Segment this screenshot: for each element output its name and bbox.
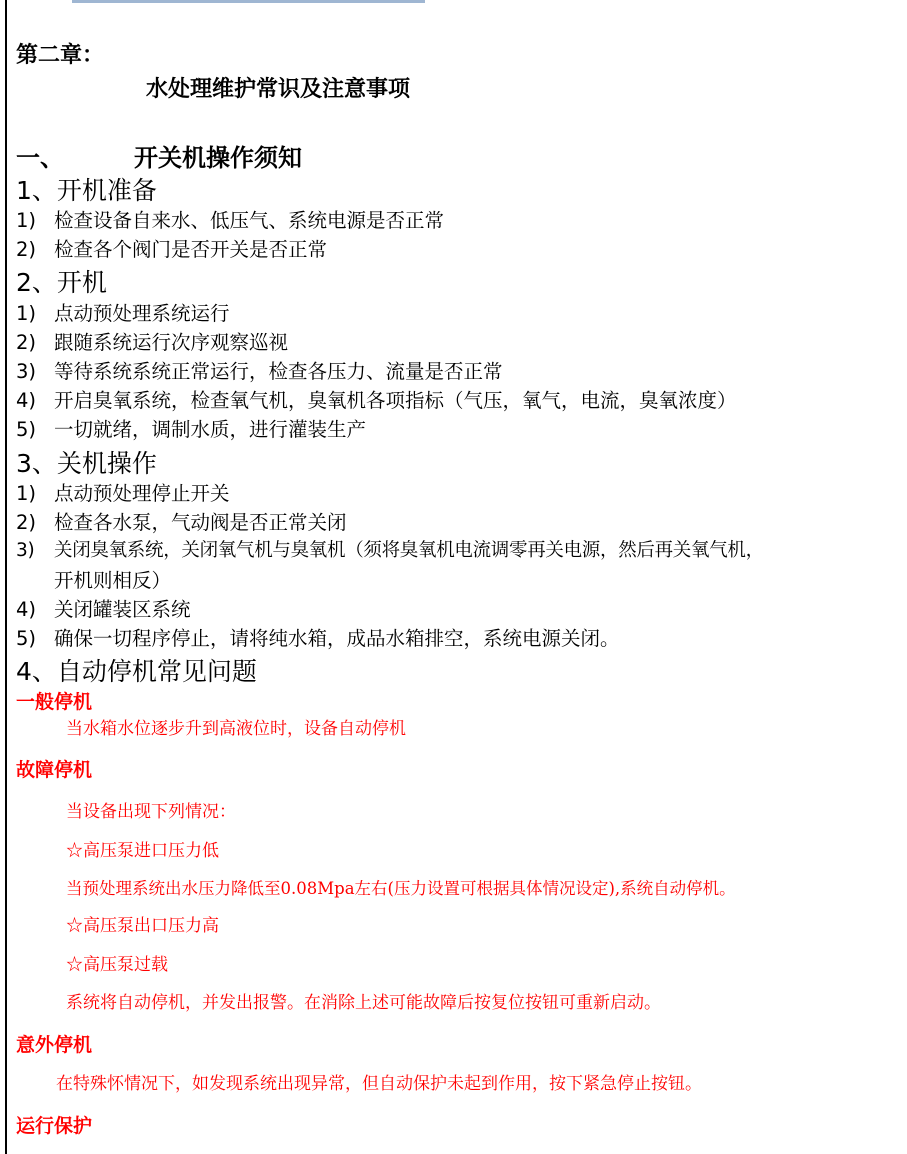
item-text-continuation: 开机则相反）: [54, 569, 172, 592]
item-text: 跟随系统运行次序观察巡视: [54, 331, 289, 354]
left-margin-rule: [5, 0, 7, 1154]
general-stop-text: 当水箱水位逐步升到高液位时，设备自动停机: [66, 719, 406, 739]
heading-general-stop: 一般停机: [16, 691, 93, 713]
item-text: 确保一切程序停止，请将纯水箱，成品水箱排空，系统电源关闭。: [54, 627, 620, 650]
fault-stop-line: 当预处理系统出水压力降低至0.08Mpa左右(压力设置可根据具体情况设定),系统自动停机。: [66, 879, 736, 898]
fault-stop-line: 系统将自动停机，并发出报警。在消除上述可能故障后按复位按钮可重新启动。: [66, 993, 661, 1013]
item-text: 开启臭氧系统，检查氧气机，臭氧机各项指标（气压，氧气，电流，臭氧浓度）: [54, 389, 737, 412]
section-number: 一、: [16, 143, 64, 172]
list-item: [16, 600, 191, 620]
item-text: 一切就绪，调制水质，进行灌装生产: [54, 418, 367, 441]
list-item: [16, 629, 620, 649]
item-text: 点动预处理停止开关: [54, 482, 230, 505]
item-number: 1): [16, 209, 37, 232]
list-item: [16, 484, 230, 504]
item-text: 检查各水泵，气动阀是否正常关闭: [54, 511, 347, 534]
list-item: [16, 333, 288, 353]
list-item: [16, 240, 327, 260]
list-item: [16, 420, 366, 440]
list-item: [16, 211, 444, 231]
fault-stop-line: ☆高压泵出口压力高: [66, 916, 219, 936]
heading-startup: 2、开机: [16, 268, 107, 297]
item-text: 等待系统系统正常运行，检查各压力、流量是否正常: [54, 360, 503, 383]
item-number: 1): [16, 302, 37, 325]
list-item: [16, 304, 230, 324]
heading-run-protection: 运行保护: [16, 1115, 93, 1137]
item-number: 5): [16, 627, 37, 650]
document-title: 水处理维护常识及注意事项: [146, 76, 411, 102]
heading-startup-prep: 1、开机准备: [16, 176, 157, 205]
accident-stop-text: 在特殊怀情况下，如发现系统出现异常，但自动保护未起到作用，按下紧急停止按钮。: [56, 1074, 702, 1094]
item-text: 点动预处理系统运行: [54, 302, 230, 325]
list-item: [16, 513, 347, 533]
item-text: 关闭罐装区系统: [54, 598, 191, 621]
item-number: 5): [16, 418, 37, 441]
item-number: 3): [16, 360, 37, 383]
heading-accident-stop: 意外停机: [16, 1034, 93, 1056]
fault-stop-line: 当设备出现下列情况：: [66, 802, 236, 822]
item-text: 检查设备自来水、低压气、系统电源是否正常: [54, 209, 445, 232]
chapter-label: 第二章：: [16, 42, 105, 68]
top-selection-bar: [72, 0, 425, 3]
list-item: [16, 391, 737, 411]
item-number: 1): [16, 482, 37, 505]
fault-stop-line: ☆高压泵进口压力低: [66, 841, 219, 861]
item-number: 3): [16, 540, 35, 561]
item-number: 4): [16, 389, 37, 412]
fault-stop-line: ☆高压泵过载: [66, 955, 168, 975]
heading-shutdown: 3、关机操作: [16, 449, 157, 478]
item-number: 2): [16, 331, 37, 354]
item-number: 2): [16, 238, 37, 261]
heading-auto-stop: 4、自动停机常见问题: [16, 657, 257, 686]
heading-fault-stop: 故障停机: [16, 759, 93, 781]
list-item: [16, 362, 503, 382]
item-number: 4): [16, 598, 37, 621]
item-text: 检查各个阀门是否开关是否正常: [54, 238, 328, 261]
item-text: 关闭臭氧系统，关闭氧气机与臭氧机（须将臭氧机电流调零再关电源，然后再关氧气机，: [54, 540, 764, 561]
section-title: 开关机操作须知: [134, 143, 302, 172]
list-item: [16, 542, 764, 561]
item-number: 2): [16, 511, 37, 534]
